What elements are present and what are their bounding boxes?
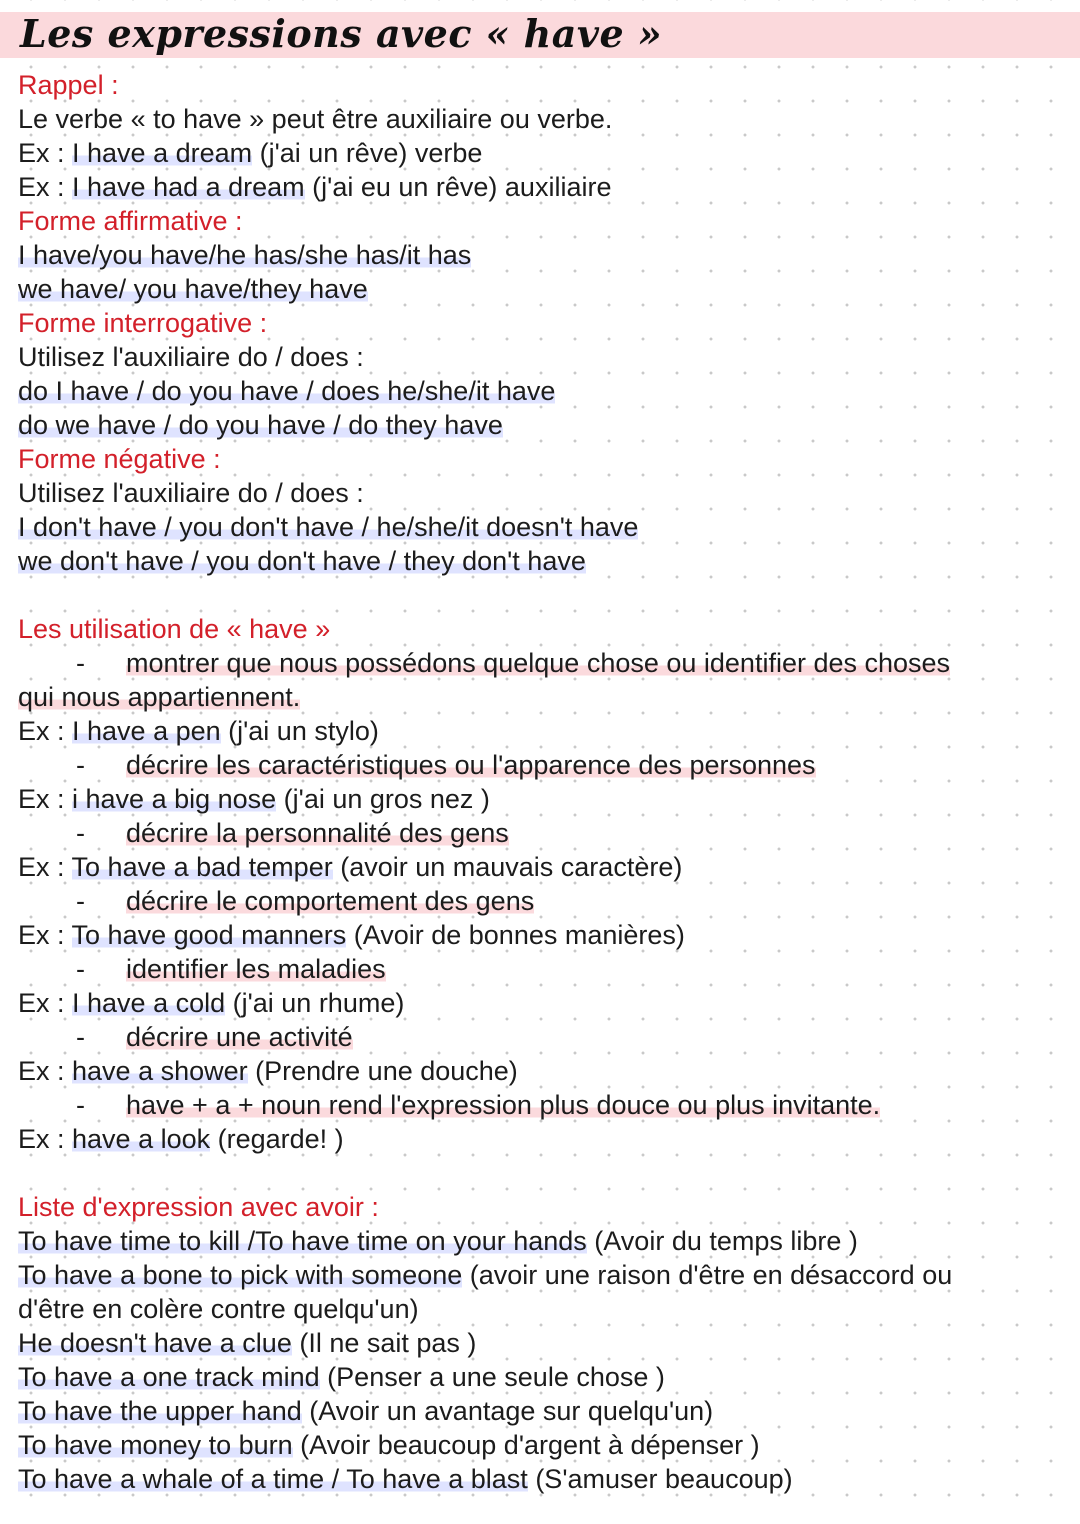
- expression-meaning: (Avoir du temps libre ): [586, 1226, 858, 1256]
- example-highlight: have a look: [72, 1124, 211, 1154]
- use-item-appearance: [18, 748, 1058, 782]
- example-translation: (j'ai eu un rêve) auxiliaire: [304, 172, 612, 202]
- example-prefix: Ex :: [18, 138, 73, 168]
- example-prefix: Ex :: [18, 716, 73, 746]
- affirmative-line-1: I have/you have/he has/she has/it has: [18, 240, 472, 270]
- example-highlight: I have a cold: [72, 988, 226, 1018]
- example-prefix: Ex :: [18, 920, 72, 950]
- example-prefix: Ex :: [18, 784, 73, 814]
- expression-meaning: (Avoir un avantage sur quelqu'un): [301, 1396, 714, 1426]
- use-text: have + a + noun rend l'expression plus douce ou plus invitante.: [126, 1090, 881, 1120]
- expression-item: [18, 1394, 1058, 1428]
- expression-meaning: (avoir une raison d'être en désaccord ou: [462, 1260, 953, 1290]
- negative-intro: Utilisez l'auxiliaire do / does :: [18, 478, 364, 508]
- example-highlight: i have a big nose: [72, 784, 277, 814]
- use-text-continuation: qui nous appartiennent.: [18, 682, 301, 712]
- example-highlight: To have a bad temper: [71, 852, 333, 882]
- section-spacer: [18, 1156, 1058, 1190]
- use-item-possession: [18, 646, 1058, 680]
- example-translation: (regarde! ): [210, 1124, 344, 1154]
- rappel-heading: Rappel :: [18, 70, 119, 100]
- example-prefix: Ex :: [18, 852, 72, 882]
- bullet-dash: -: [76, 1022, 85, 1052]
- section-spacer: [18, 578, 1058, 612]
- uses-heading: Les utilisation de « have »: [18, 614, 331, 644]
- interrogative-line-1: do I have / do you have / does he/she/it have: [18, 376, 556, 406]
- example-prefix: Ex :: [18, 1056, 73, 1086]
- negative-line-2: we don't have / you don't have / they don't have: [18, 546, 586, 576]
- example-highlight: have a shower: [72, 1056, 248, 1086]
- affirmative-heading: Forme affirmative :: [18, 206, 243, 236]
- use-example: [18, 782, 1058, 816]
- expression-meaning: (Il ne sait pas ): [291, 1328, 477, 1358]
- example-translation: (avoir un mauvais caractère): [332, 852, 683, 882]
- rappel-example-1: [18, 136, 1058, 170]
- interrogative-heading: Forme interrogative :: [18, 308, 268, 338]
- expression-english: To have a whale of a time / To have a blast: [18, 1464, 528, 1494]
- expression-english: To have money to burn: [18, 1430, 293, 1460]
- example-highlight: I have a pen: [72, 716, 221, 746]
- negative-heading: Forme négative :: [18, 444, 221, 474]
- use-text: décrire la personnalité des gens: [126, 818, 509, 848]
- use-text: montrer que nous possédons quelque chose ou identifier des choses: [126, 648, 951, 678]
- use-example: [18, 850, 1058, 884]
- rappel-example-2: [18, 170, 1058, 204]
- use-item-softening: [18, 1088, 1058, 1122]
- bullet-dash: -: [76, 750, 85, 780]
- bullet-dash: -: [76, 648, 85, 678]
- example-translation: (j'ai un stylo): [220, 716, 379, 746]
- use-item-activity: [18, 1020, 1058, 1054]
- bullet-dash: -: [76, 818, 85, 848]
- use-example: [18, 1054, 1058, 1088]
- use-example: [18, 1122, 1058, 1156]
- example-prefix: Ex :: [18, 1124, 73, 1154]
- example-translation: (j'ai un rêve) verbe: [252, 138, 483, 168]
- bullet-dash: -: [76, 886, 85, 916]
- use-example: [18, 986, 1058, 1020]
- example-prefix: Ex :: [18, 988, 73, 1018]
- use-text: décrire une activité: [126, 1022, 353, 1052]
- notes-body: [18, 68, 1058, 1496]
- use-item-behaviour: [18, 884, 1058, 918]
- use-example: [18, 918, 1058, 952]
- expression-item: [18, 1428, 1058, 1462]
- use-example: [18, 714, 1058, 748]
- example-translation: (j'ai un gros nez ): [276, 784, 490, 814]
- use-text: décrire le comportement des gens: [126, 886, 535, 916]
- use-text: décrire les caractéristiques ou l'apparence des personnes: [126, 750, 816, 780]
- expression-meaning: (Penser a une seule chose ): [319, 1362, 665, 1392]
- example-translation: (Avoir de bonnes manières): [346, 920, 685, 950]
- expression-item: [18, 1462, 1058, 1496]
- rappel-intro: Le verbe « to have » peut être auxiliaire ou verbe.: [18, 104, 613, 134]
- use-item-illness: [18, 952, 1058, 986]
- negative-line-1: I don't have / you don't have / he/she/it doesn't have: [18, 512, 639, 542]
- bullet-dash: -: [76, 954, 85, 984]
- expressions-heading: Liste d'expression avec avoir :: [18, 1192, 379, 1222]
- expression-english: To have a bone to pick with someone: [18, 1260, 463, 1290]
- example-highlight: I have had a dream: [72, 172, 305, 202]
- expression-meaning-continuation: d'être en colère contre quelqu'un): [18, 1294, 419, 1324]
- interrogative-line-2: do we have / do you have / do they have: [18, 410, 503, 440]
- expression-meaning: (S'amuser beaucoup): [527, 1464, 793, 1494]
- example-translation: (Prendre une douche): [247, 1056, 518, 1086]
- bullet-dash: -: [76, 1090, 85, 1120]
- expression-english: To have time to kill /To have time on your hands: [18, 1226, 587, 1256]
- expression-meaning: (Avoir beaucoup d'argent à dépenser ): [292, 1430, 760, 1460]
- example-translation: (j'ai un rhume): [225, 988, 405, 1018]
- expression-item: [18, 1326, 1058, 1360]
- use-text: identifier les maladies: [126, 954, 386, 984]
- example-highlight: To have good manners: [71, 920, 347, 950]
- expression-english: To have a one track mind: [18, 1362, 320, 1392]
- expression-item: [18, 1224, 1058, 1258]
- expression-english: He doesn't have a clue: [18, 1328, 292, 1358]
- affirmative-line-2: we have/ you have/they have: [18, 274, 368, 304]
- expression-item: [18, 1360, 1058, 1394]
- expression-item: [18, 1258, 1058, 1292]
- interrogative-intro: Utilisez l'auxiliaire do / does :: [18, 342, 364, 372]
- page-title: Les expressions avec « have »: [20, 11, 663, 56]
- example-highlight: I have a dream: [72, 138, 253, 168]
- example-prefix: Ex :: [18, 172, 73, 202]
- use-item-personality: [18, 816, 1058, 850]
- expression-english: To have the upper hand: [18, 1396, 302, 1426]
